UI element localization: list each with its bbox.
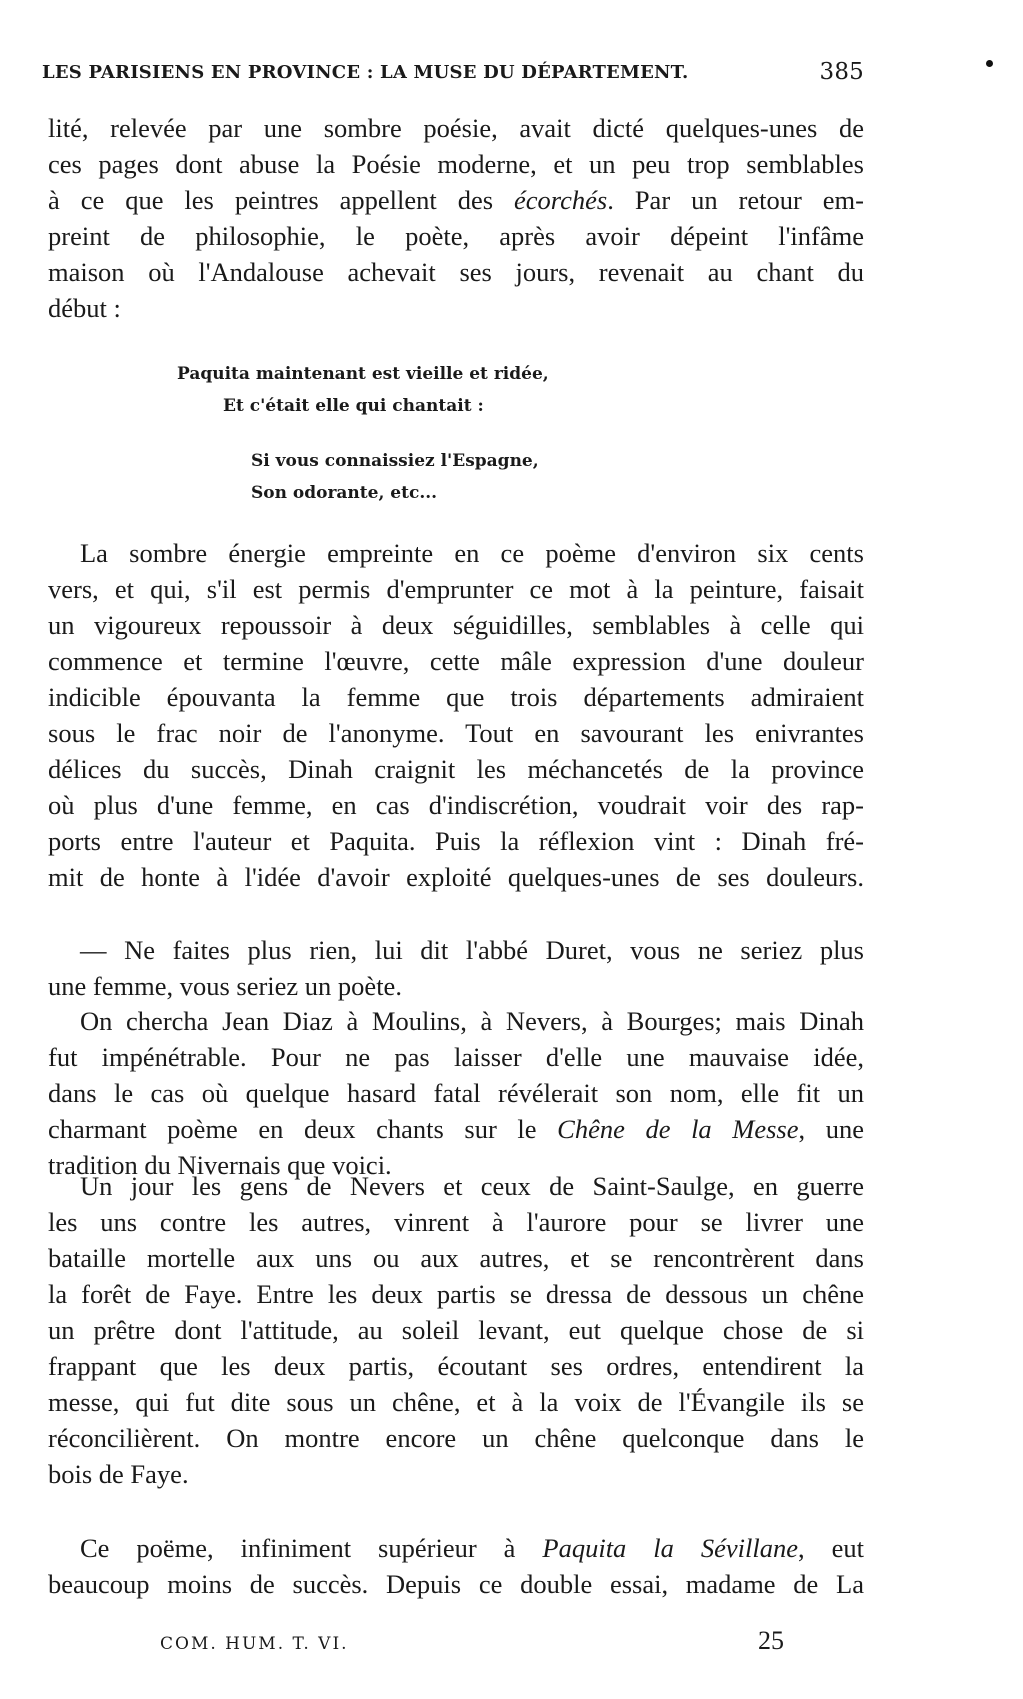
paragraph-continuation [48,110,864,326]
text-line: début : [48,293,121,323]
text-line: ces pages dont abuse la Poésie moderne, et un peu trop semblables [48,149,864,179]
verse-line: Paquita maintenant est vieille et ridée, [177,364,549,384]
text-line: délices du succès, Dinah craignit les méchancetés de la province [48,754,864,784]
text-line: beaucoup moins de succès. Depuis ce double essai, madame de La [48,1569,864,1599]
verse-line: Son odorante, etc... [251,483,438,503]
page-number: 385 [819,59,864,85]
text-line: ports entre l'auteur et Paquita. Puis la réflexion vint : Dinah fré- [48,826,864,856]
dialogue-paragraph [48,932,864,1004]
text-line: bataille mortelle aux uns ou aux autres, et se rencontrèrent dans [48,1243,864,1273]
text-line: charmant poème en deux chants sur le Chêne de la Messe, une [48,1114,864,1144]
text-line: preint de philosophie, le poète, après avoir dépeint l'infâme [48,221,864,251]
text-line: bois de Faye. [48,1459,189,1489]
paragraph [48,1168,864,1492]
text-line: où plus d'une femme, en cas d'indiscrétion, voudrait voir des rap- [48,790,864,820]
text-line: indicible épouvanta la femme que trois départements admiraient [48,682,864,712]
verse-line: Si vous connaissiez l'Espagne, [251,451,539,471]
text-line: — Ne faites plus rien, lui dit l'abbé Duret, vous ne seriez plus [80,935,864,965]
text-line: commence et termine l'œuvre, cette mâle expression d'une douleur [48,646,864,676]
text-line: tradition du Nivernais que voici. [48,1150,392,1180]
text-line: vers, et qui, s'il est permis d'emprunter ce mot à la peinture, faisait [48,574,864,604]
text-line: les uns contre les autres, vinrent à l'aurore pour se livrer une [48,1207,864,1237]
italic-title: Chêne de la Messe [557,1114,799,1144]
text-line: frappant que les deux partis, écoutant ses ordres, entendirent la [48,1351,864,1381]
text-line: réconcilièrent. On montre encore un chêne quelconque dans le [48,1423,864,1453]
running-head [42,59,864,85]
text-line: On chercha Jean Diaz à Moulins, à Nevers, à Bourges; mais Dinah [80,1006,864,1036]
text-line: dans le cas où quelque hasard fatal révélerait son nom, elle fit un [48,1078,864,1108]
text-line: Un jour les gens de Nevers et ceux de Saint-Saulge, en guerre [80,1171,864,1201]
text-line: à ce que les peintres appellent des écorchés. Par un retour em- [48,185,864,215]
sheet-number: 25 [758,1626,784,1655]
text-line: Ce poëme, infiniment supérieur à Paquita la Sévillane, eut [80,1533,864,1563]
verse-line: Et c'était elle qui chantait : [223,396,484,416]
text-line: un prêtre dont l'attitude, au soleil levant, eut quelque chose de si [48,1315,864,1345]
text-line: un vigoureux repoussoir à deux séguidilles, semblables à celle qui [48,610,864,640]
text-line: maison où l'Andalouse achevait ses jours, revenait au chant du [48,257,864,287]
running-title: LES PARISIENS EN PROVINCE : LA MUSE DU DÉPARTEMENT. [42,62,689,83]
paragraph [48,1530,864,1602]
signature-mark: COM. HUM. T. VI. [160,1634,349,1654]
text-line: messe, qui fut dite sous un chêne, et à la voix de l'Évangile ils se [48,1387,864,1417]
paragraph [48,1003,864,1183]
text-line: fut impénétrable. Pour ne pas laisser d'elle une mauvaise idée, [48,1042,864,1072]
text-line: La sombre énergie empreinte en ce poème d'environ six cents [80,538,864,568]
italic-title: Paquita la Sévillane [542,1533,799,1563]
text-line: la forêt de Faye. Entre les deux partis se dressa de dessous un chêne [48,1279,864,1309]
verse-quote [251,445,539,509]
italic-term: écorchés [514,185,608,215]
text-line: mit de honte à l'idée d'avoir exploité quelques-unes de ses douleurs. [48,862,864,892]
text-line: lité, relevée par une sombre poésie, avait dicté quelques-unes de [48,113,864,143]
verse-quote [177,358,549,422]
text-line: une femme, vous seriez un poète. [48,971,402,1001]
ink-dot [986,60,993,67]
text-line: sous le frac noir de l'anonyme. Tout en savourant les enivrantes [48,718,864,748]
paragraph [48,535,864,895]
